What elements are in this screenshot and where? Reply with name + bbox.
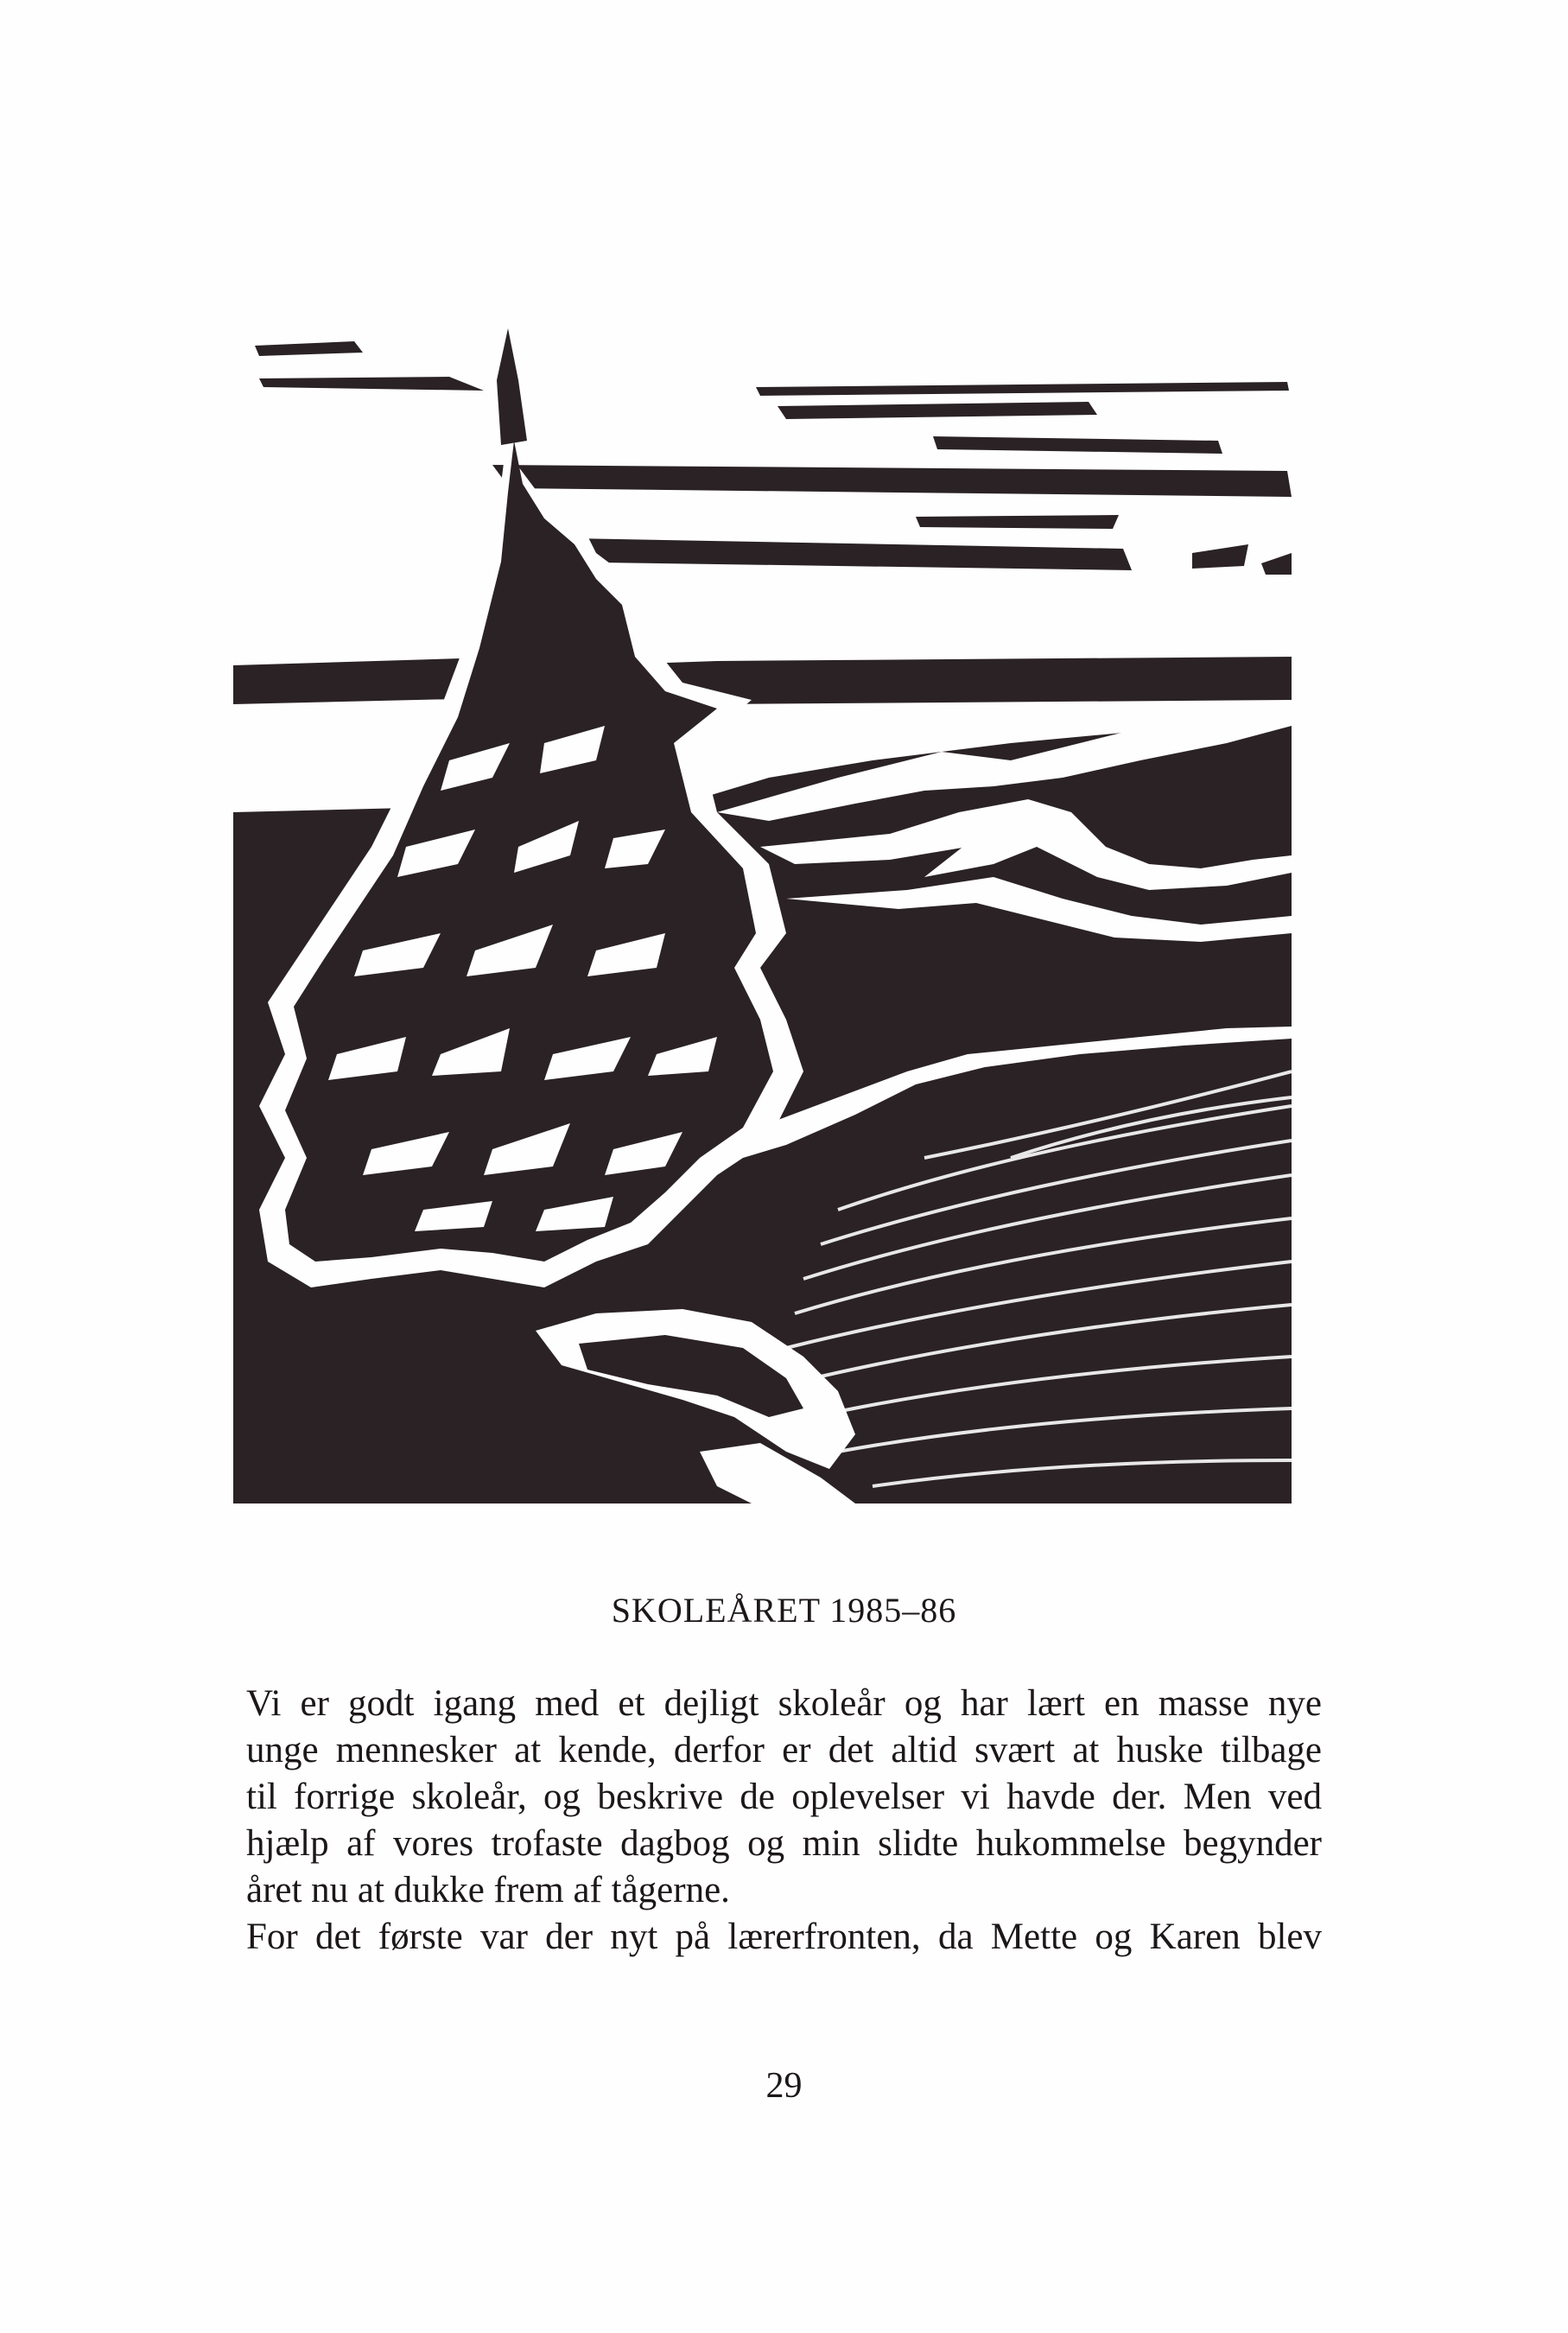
text-line: året nu at dukke frem af tågerne. <box>246 1870 730 1910</box>
section-heading: SKOLEÅRET 1985–86 <box>611 1591 957 1630</box>
body-text <box>246 1681 1322 1961</box>
woodcut-illustration <box>233 294 1292 1503</box>
text-line: hjælp af vores trofaste dagbog og min slidte hukommelse begynder <box>246 1823 1322 1864</box>
text-line: Vi er godt igang med et dejligt skoleår og har lært en masse nye <box>246 1683 1322 1724</box>
text-line: For det første var der nyt på lærerfronten, da Mette og Karen blev <box>246 1917 1322 1957</box>
text-line: unge mennesker at kende, derfor er det altid svært at huske tilbage <box>246 1730 1322 1770</box>
page-number: 29 <box>765 2066 803 2106</box>
text-line: til forrige skoleår, og beskrive de oplevelser vi havde der. Men ved <box>246 1777 1322 1817</box>
